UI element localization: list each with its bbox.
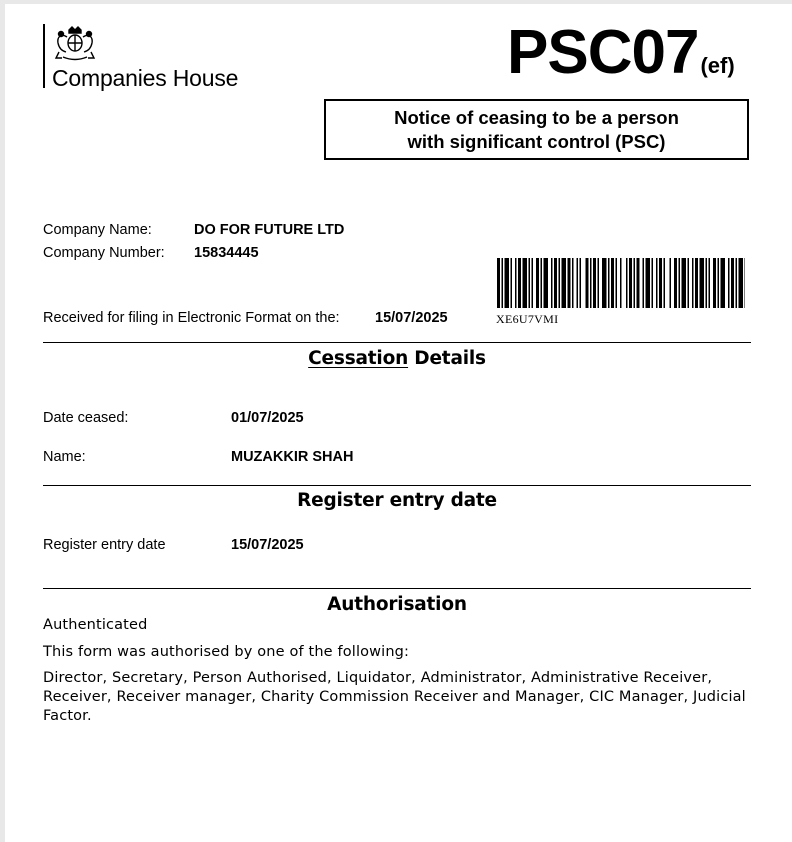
barcode-bar xyxy=(551,258,553,308)
barcode-bar xyxy=(611,258,614,308)
barcode-bar xyxy=(554,258,557,308)
received-label: Received for filing in Electronic Format on the: xyxy=(43,310,340,326)
barcode-bar xyxy=(559,258,561,308)
barcode-bar xyxy=(688,258,690,308)
authorisation-roles: Director, Secretary, Person Authorised, Liquidator, Administrator, Administrative Receiver, Receiver, Receiver manager, Charity Commission Receiver and Manager, CIC Manager, Judicial Factor. xyxy=(43,670,746,724)
barcode-bar xyxy=(626,258,628,308)
barcode-bar xyxy=(713,258,716,308)
barcode-bar xyxy=(620,258,622,308)
barcode-bar xyxy=(544,258,549,308)
barcode-bar xyxy=(593,258,596,308)
barcode-bar xyxy=(682,258,687,308)
barcode-bar xyxy=(718,258,720,308)
barcode-bar xyxy=(568,258,571,308)
register-entry-value: 15/07/2025 xyxy=(231,537,304,553)
company-number-label: Company Number: xyxy=(43,245,165,261)
barcode-bar xyxy=(700,258,705,308)
barcode xyxy=(497,258,745,308)
authorisation-section-title: Authorisation xyxy=(327,594,467,615)
barcode-bar xyxy=(532,258,534,308)
company-name-label: Company Name: xyxy=(43,222,152,238)
cessation-section-title xyxy=(43,348,751,369)
barcode-bar xyxy=(674,258,677,308)
barcode-bar xyxy=(664,258,666,308)
form-title-line-1: Notice of ceasing to be a person xyxy=(394,106,679,128)
barcode-bar xyxy=(731,258,734,308)
barcode-bar xyxy=(541,258,543,308)
barcode-bar xyxy=(518,258,521,308)
form-title-line-2: with significant control (PSC) xyxy=(407,130,666,152)
barcode-bar xyxy=(728,258,730,308)
company-number-value: 15834445 xyxy=(194,245,259,261)
register-entry-label: Register entry date xyxy=(43,537,166,553)
register-section-title: Register entry date xyxy=(297,490,497,511)
barcode-bar xyxy=(670,258,672,308)
section-divider xyxy=(43,342,751,343)
barcode-bar xyxy=(536,258,539,308)
received-date: 15/07/2025 xyxy=(375,310,448,326)
form-code-main: PSC07 xyxy=(507,18,699,87)
barcode-bar xyxy=(523,258,528,308)
barcode-bar xyxy=(572,258,574,308)
barcode-bar xyxy=(586,258,589,308)
cessation-title-underlined: Cessation xyxy=(308,348,409,369)
barcode-bar xyxy=(502,258,504,308)
barcode-bar xyxy=(736,258,738,308)
barcode-bar xyxy=(515,258,517,308)
barcode-bar xyxy=(706,258,708,308)
organisation-name: Companies House xyxy=(52,65,239,91)
form-page xyxy=(5,4,792,842)
barcode-bar xyxy=(709,258,711,308)
barcode-bar xyxy=(529,258,531,308)
barcode-bar xyxy=(598,258,600,308)
barcode-bar xyxy=(505,258,510,308)
date-ceased-value: 01/07/2025 xyxy=(231,410,304,426)
company-name-value: DO FOR FUTURE LTD xyxy=(194,222,345,238)
barcode-bar xyxy=(577,258,579,308)
barcode-bar xyxy=(659,258,662,308)
logo-divider xyxy=(43,24,45,88)
authorisation-intro: This form was authorised by one of the following: xyxy=(43,644,410,660)
barcode-bar xyxy=(562,258,567,308)
barcode-bar xyxy=(602,258,607,308)
barcode-bar xyxy=(679,258,681,308)
barcode-bar xyxy=(656,258,658,308)
barcode-bar xyxy=(739,258,744,308)
barcode-bar xyxy=(695,258,698,308)
royal-crest-icon xyxy=(51,24,99,62)
barcode-bar xyxy=(721,258,726,308)
barcode-bar xyxy=(692,258,694,308)
psc-name-value: MUZAKKIR SHAH xyxy=(231,449,354,465)
cessation-title-rest: Details xyxy=(408,348,486,369)
barcode-bar xyxy=(646,258,651,308)
date-ceased-label: Date ceased: xyxy=(43,410,129,426)
psc-name-label: Name: xyxy=(43,449,86,465)
barcode-text: XE6U7VMI xyxy=(496,312,559,326)
form-code xyxy=(507,18,735,87)
barcode-bar xyxy=(629,258,632,308)
authorisation-status: Authenticated xyxy=(43,617,148,633)
barcode-bar xyxy=(616,258,618,308)
barcode-bar xyxy=(497,258,500,308)
barcode-bar xyxy=(590,258,592,308)
form-code-suffix: (ef) xyxy=(700,53,735,78)
barcode-bar xyxy=(637,258,640,308)
barcode-bar xyxy=(608,258,610,308)
barcode-bar xyxy=(652,258,654,308)
section-divider xyxy=(43,485,751,486)
barcode-bar xyxy=(634,258,636,308)
barcode-bar xyxy=(580,258,582,308)
section-divider xyxy=(43,588,751,589)
barcode-bar xyxy=(745,258,746,308)
barcode-bar xyxy=(511,258,513,308)
form-title-box xyxy=(324,99,749,160)
barcode-bar xyxy=(643,258,645,308)
